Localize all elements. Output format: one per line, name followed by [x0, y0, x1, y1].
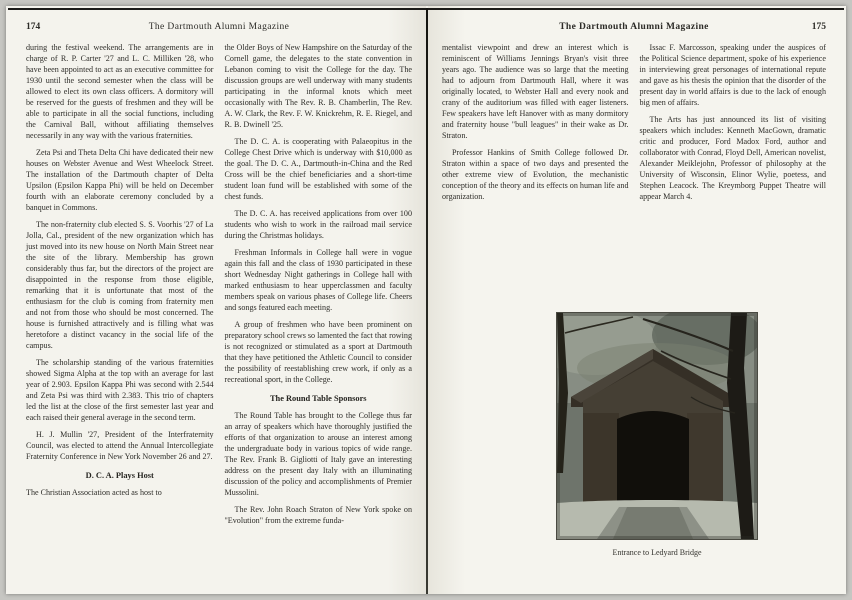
page-header-right [442, 22, 826, 32]
text-columns-left [26, 42, 412, 532]
paragraph: H. J. Mullin '27, President of the Interfraternity Council, was elected to attend the Annual Intercollegiate Fraternity Conference in New York November 26 and 27. [26, 430, 214, 461]
paragraph: Freshman Informals in College hall were in vogue again this fall and the class of 1930 participated in these short Wednesday Night gatherings in College hall with marked enthusiasm to hear upperclassmen and faculty members speak on various phases of College life. Cheers and songs featured each meeting. [224, 248, 412, 312]
section-heading-round-table-sponsors: The Round Table Sponsors [269, 394, 367, 403]
paragraph: The Rev. John Roach Straton of New York spoke on "Evolution" from the extreme funda- [224, 505, 412, 525]
text-columns-right [442, 42, 826, 208]
paragraph: Professor Hankins of Smith College followed Dr. Straton within a space of two days and presented the other extreme view of Evolution, the mechanistic conception of the theory and its effects on human life and organization. [442, 148, 629, 201]
paragraph: The Round Table has brought to the College thus far an array of speakers which have thoroughly justified the efforts of that organization to arouse an interest among the undergraduate body in various topics of wide range. The Rev. Frank B. Gigliotti of Italy gave an interesting address on the present day Italy with an illuminating discussion of the policy and accomplishments of Premier Mussolini. [224, 411, 412, 497]
page-174 [6, 6, 426, 594]
column-1 [26, 42, 214, 532]
paragraph: The Arts has just announced its list of visiting speakers which includes: Kenneth MacGown, dramatic critic and producer, Ford Madox Ford, author and collaborator with Conrad, Floyd Dell, American novelist, Alexander Meiklejohn, Professor of philosophy at the University of Wisconsin, Elinor Wylie, poetess, and Stephen Leacock. The Kreymborg Puppet Theatre will appear March 4. [639, 115, 826, 201]
page-gutter-line [426, 8, 428, 594]
paragraph: The Christian Association acted as host to [26, 488, 162, 497]
page-header-left [26, 22, 412, 32]
covered-bridge-illustration [557, 313, 757, 539]
paragraph: mentalist viewpoint and drew an interest which is reminiscent of Williams Jennings Bryan's visit three years ago. The audience was so large that the meeting had to adjourn from Dartmouth Hall, where it was originally located, to Webster Hall and every nook and crany of the auditorium was filled with eager listeners. Few speakers have left Hanover with as many dormitory and fraternity house "bull leagues" in their wake as Dr. Straton. [442, 43, 629, 140]
page-175 [428, 6, 846, 594]
page-number-right: 175 [811, 22, 826, 32]
column-2 [225, 42, 413, 532]
magazine-title-right: The Dartmouth Alumni Magazine [559, 22, 709, 32]
paragraph: the Older Boys of New Hampshire on the Saturday of the Cornell game, the delegates to the state convention in Lebanon coming to visit the College for the day. The discussion groups are well underway with many students participating in the informal knots which meet occasionally with The Rev. R. B. Chamberlin, The Rev. A. W. Clark, the Rev. F. W. Knickrehm, R. E. Riegel, and R. B. Dwinell '25. [224, 43, 412, 129]
magazine-spread-scan [6, 6, 846, 594]
photo-ledyard-bridge [556, 312, 758, 557]
photo-caption: Entrance to Ledyard Bridge [612, 548, 702, 557]
paragraph: Zeta Psi and Theta Delta Chi have dedicated their new houses on Webster Avenue and West Wheelock Street. The installation of the Dartmouth chapter of Delta Upsilon (Epsilon Kappa Phi) will be held on December fourth with an elaborate ceremony concluded by a banquet in Commons. [26, 148, 214, 212]
paragraph: A group of freshmen who have been prominent on preparatory school crews so lamented the fact that rowing is not recognized or stimulated as a sport at Dartmouth that they have petitioned the Athletic Council to consider the possibility of reestablishing crew work, if only as a recreational sport, in the College. [224, 320, 412, 384]
column-4 [640, 42, 827, 208]
paragraph: The scholarship standing of the various fraternities showed Sigma Alpha at the top with an average for last year of 2.903. Epsilon Kappa Phi was second with 2.544 and Zeta Psi was third with 2.383. This trio of chapters led the list at the close of the first semester last year and each raised their general average in the second term. [26, 358, 214, 422]
section-heading-dca-plays-host: D. C. A. Plays Host [85, 471, 154, 480]
paragraph: Issac F. Marcosson, speaking under the auspices of the Political Science department, spoke of his experience in interviewing great personages of international repute and gave as his thesis the opinion that the disorder of the present day in world affairs is due to the lack of enough big men of affairs. [639, 43, 826, 107]
paragraph: The D. C. A. is cooperating with Palaeopitus in the College Chest Drive which is underway with $10,000 as the goal. The D. C. A., Dartmouth-in-China and the Red Cross will be the chief beneficiaries and a short-time student loan fund will be established with some of the chest funds. [224, 137, 412, 201]
photo-image [556, 312, 758, 540]
paragraph: The non-fraternity club elected S. S. Voorhis '27 of La Jolla, Cal., president of the new organization which has just moved into its new house on North Main Street near the site of the library. Membership has grown considerably thus far, but the directors of the project are disappointed in the response from those eligible, remarking that it is unfortunate that most of the enthusiasm for the club is coming from fraternity men and not from those who should be most concerned. The house is furnished attractively and is filling what was heretofore a distinct vacancy in the social life of the campus. [26, 220, 214, 350]
magazine-title-left: The Dartmouth Alumni Magazine [148, 22, 290, 32]
page-number-left: 174 [26, 22, 41, 32]
paragraph: during the festival weekend. The arrangements are in charge of R. P. Carter '27 and L. C. Milliken '28, who have been appointed to act as an executive committee for 1930 until the second semester when the class will be allowed to elect its own class officers. A dormitory will be reserved for the guests of freshmen and they will be able to participate in all the social functions, including the Carnival Ball, without affiliating themselves necessarily in any way with the various fraternities. [26, 43, 214, 140]
paragraph: The D. C. A. has received applications from over 100 students who wish to work in the railroad mail service during the Christmas holidays. [224, 209, 412, 240]
column-3 [442, 42, 629, 208]
